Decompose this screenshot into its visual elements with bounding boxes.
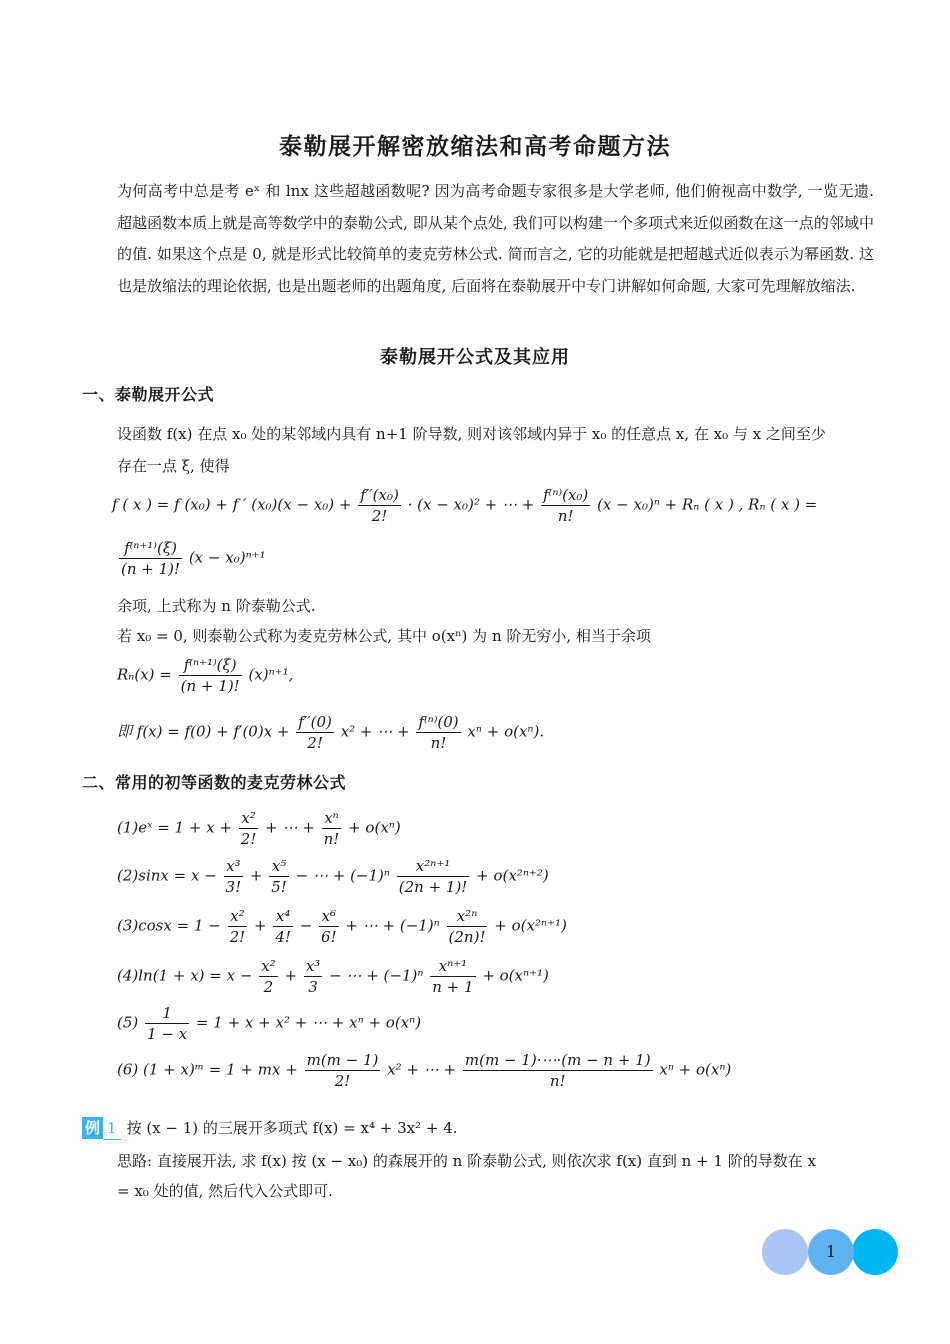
example-idea-line-1: 思路: 直接展开法, 求 f(x) 按 (x − x₀) 的森展开的 n 阶泰勒公式, 则依次求 f(x) 直到 n + 1 阶的导数在 x bbox=[117, 1152, 816, 1170]
fraction-denominator: 2! bbox=[334, 1072, 351, 1090]
fraction-mac-fn bbox=[416, 712, 460, 753]
fraction bbox=[322, 808, 342, 849]
fraction bbox=[239, 808, 259, 849]
formula-text: (6) (1 + x)ᵐ = 1 + mx + bbox=[117, 1060, 298, 1079]
fraction-f2 bbox=[358, 485, 401, 526]
section-heading-taylor: 一、泰勒展开公式 bbox=[82, 385, 215, 404]
fraction-denominator: 6! bbox=[321, 928, 337, 946]
fraction bbox=[259, 956, 277, 997]
formula-text: − bbox=[299, 916, 313, 935]
fraction-numerator: x² bbox=[228, 906, 248, 927]
fraction bbox=[397, 856, 470, 897]
example-question: 按 (x − 1) 的三展开多项式 f(x) = x⁴ + 3x² + 4. bbox=[126, 1119, 458, 1137]
formula-text: + ⋯ + bbox=[265, 818, 315, 837]
formula-text: + bbox=[284, 966, 298, 985]
formula-text: (4)ln(1 + x) = x − bbox=[117, 966, 253, 985]
example-number: 1 bbox=[103, 1117, 121, 1140]
formula-text: − ⋯ + (−1)ⁿ bbox=[295, 866, 390, 885]
formula-text: (1)eˣ = 1 + x + bbox=[117, 818, 232, 837]
formula-text: − ⋯ + (−1)ⁿ bbox=[329, 966, 424, 985]
fraction-denominator: 2! bbox=[371, 507, 388, 525]
example-label: 例 bbox=[82, 1117, 103, 1139]
fraction-mac-f2 bbox=[296, 712, 334, 753]
remainder-formula bbox=[117, 538, 266, 579]
fraction-numerator: x² bbox=[261, 957, 276, 975]
formula-text: = 1 + x + x² + ⋯ + xⁿ + o(xⁿ) bbox=[195, 1013, 422, 1032]
fraction-numerator: m(m − 1)·⋯·(m − n + 1) bbox=[464, 1051, 651, 1069]
fraction-numerator: x⁴ bbox=[273, 906, 293, 927]
section-subtitle: 泰勒展开公式及其应用 bbox=[380, 347, 570, 368]
fraction-numerator: f⁽ⁿ⁾(0) bbox=[418, 713, 459, 731]
fraction-numerator: x⁵ bbox=[269, 856, 289, 877]
formula-text: + bbox=[249, 866, 263, 885]
taylor-formula-right: (x − x₀)ⁿ + Rₙ ( x ) , Rₙ ( x ) = bbox=[597, 495, 818, 514]
fraction bbox=[273, 906, 293, 947]
formula-exp bbox=[117, 808, 401, 849]
maclaurin-formula bbox=[117, 712, 544, 753]
formula-text: + o(xⁿ⁺¹) bbox=[482, 966, 549, 985]
fraction-rn bbox=[179, 655, 242, 696]
rn-formula bbox=[117, 655, 293, 696]
formula-text: (3)cosx = 1 − bbox=[117, 916, 221, 935]
fraction-numerator: f′′(0) bbox=[298, 713, 332, 731]
fraction-numerator: x²ⁿ bbox=[447, 906, 488, 927]
fraction-denominator: (n + 1)! bbox=[121, 560, 181, 578]
taylor-definition-line-2: 存在一点 ξ, 使得 bbox=[117, 457, 230, 475]
fraction bbox=[463, 1050, 653, 1091]
fraction-remainder bbox=[119, 538, 182, 579]
document-title: 泰勒展开解密放缩法和高考命题方法 bbox=[279, 133, 671, 160]
fraction-numerator: f⁽ⁿ⁾(x₀) bbox=[543, 486, 589, 504]
fraction-denominator: n! bbox=[323, 830, 340, 848]
taylor-formula bbox=[112, 485, 817, 526]
page-decor-circle-right bbox=[852, 1229, 898, 1275]
formula-geometric bbox=[117, 1003, 421, 1044]
fraction bbox=[228, 906, 248, 947]
intro-paragraph: 为何高考中总是考 eˣ 和 lnx 这些超越函数呢? 因为高考命题专家很多是大学老师, 他们俯视高中数学, 一览无遗. 超越函数本质上就是高等数学中的泰勒公式, 即从某个点处, 我们可以构建一个多项式来近似函数在这一点的邻域中的值. 如果这个点是 0, 就是形式比较简单的麦克劳林公式. 简而言之, 它的功能就是把超越式近似表示为幂函数. 这也是放缩法的理论依据, 也是出题老师的出题角度, 后面将在泰勒展开中专门讲解如何命题, 大家可先理解放缩法. bbox=[117, 182, 874, 295]
formula-binomial bbox=[117, 1050, 731, 1091]
formula-text: + ⋯ + (−1)ⁿ bbox=[345, 916, 440, 935]
page-number: 1 bbox=[825, 1242, 837, 1261]
fraction-denominator: 4! bbox=[275, 928, 291, 946]
fraction-denominator: 2! bbox=[240, 830, 257, 848]
fraction-denominator: 2! bbox=[229, 928, 246, 946]
maclaurin-mid: x² + ⋯ + bbox=[340, 722, 410, 741]
fraction-numerator: x²ⁿ⁺¹ bbox=[397, 856, 470, 877]
fraction-denominator: (2n + 1)! bbox=[398, 878, 468, 896]
section-heading-maclaurin: 二、常用的初等函数的麦克劳林公式 bbox=[82, 773, 347, 792]
formula-ln bbox=[117, 956, 549, 997]
taylor-formula-left: f ( x ) = f (x₀) + f ′ (x₀)(x − x₀) + bbox=[112, 495, 352, 514]
formula-text: + bbox=[253, 916, 267, 935]
fraction bbox=[319, 906, 339, 947]
fraction-numerator: f′′(x₀) bbox=[360, 486, 399, 504]
fraction-denominator: n! bbox=[557, 507, 574, 525]
fraction-numerator: x⁶ bbox=[319, 906, 339, 927]
page-decor-circle-left bbox=[762, 1229, 808, 1275]
fraction-numerator: x³ bbox=[305, 957, 321, 975]
formula-text: + o(x²ⁿ⁺¹) bbox=[494, 916, 567, 935]
fraction-fn bbox=[541, 485, 590, 526]
example-idea-line-2: = x₀ 处的值, 然后代入公式即可. bbox=[117, 1182, 333, 1200]
fraction-denominator: 5! bbox=[271, 878, 287, 896]
formula-text: (2)sinx = x − bbox=[117, 866, 217, 885]
taylor-formula-mid: · (x − x₀)² + ⋯ + bbox=[407, 495, 535, 514]
maclaurin-left: 即 f(x) = f(0) + f′(0)x + bbox=[117, 722, 290, 741]
rn-tail: (x)ⁿ⁺¹, bbox=[248, 665, 294, 684]
formula-sin bbox=[117, 856, 549, 897]
formula-text: (5) bbox=[117, 1013, 139, 1032]
fraction bbox=[447, 906, 488, 947]
fraction bbox=[269, 856, 289, 897]
example-badge bbox=[82, 1117, 458, 1139]
taylor-definition-line-1: 设函数 f(x) 在点 x₀ 处的某邻域内具有 n+1 阶导数, 则对该邻域内异于 x₀ 的任意点 x, 在 x₀ 与 x 之间至少 bbox=[117, 425, 826, 443]
fraction-numerator: x³ bbox=[224, 856, 244, 877]
formula-cos bbox=[117, 906, 567, 947]
note-taylor-order: 余项, 上式称为 n 阶泰勒公式. bbox=[117, 597, 316, 615]
fraction bbox=[145, 1003, 189, 1044]
fraction bbox=[305, 1050, 381, 1091]
note-maclaurin: 若 x₀ = 0, 则泰勒公式称为麦克劳林公式, 其中 o(xⁿ) 为 n 阶无穷小, 相当于余项 bbox=[117, 627, 651, 645]
fraction-denominator: 2! bbox=[307, 734, 323, 752]
fraction-denominator: 3! bbox=[225, 878, 242, 896]
fraction-numerator: 1 bbox=[145, 1003, 189, 1024]
fraction bbox=[430, 956, 475, 997]
fraction-numerator: xⁿ bbox=[322, 808, 342, 829]
fraction-numerator: f⁽ⁿ⁺¹⁾(ξ) bbox=[119, 538, 182, 559]
fraction-denominator: (2n)! bbox=[448, 928, 486, 946]
fraction-denominator: (n + 1)! bbox=[180, 677, 240, 695]
fraction-denominator: n! bbox=[430, 734, 447, 752]
fraction-numerator: xⁿ⁺¹ bbox=[430, 956, 475, 977]
rn-left: Rₙ(x) = bbox=[117, 665, 172, 684]
fraction-numerator: f⁽ⁿ⁺¹⁾(ξ) bbox=[179, 655, 242, 676]
fraction bbox=[304, 956, 322, 997]
fraction-denominator: 2 bbox=[263, 978, 274, 996]
remainder-tail: (x − x₀)ⁿ⁺¹ bbox=[188, 548, 266, 567]
fraction-denominator: n + 1 bbox=[432, 978, 474, 996]
fraction-denominator: n! bbox=[549, 1072, 566, 1090]
fraction-denominator: 3 bbox=[308, 978, 318, 996]
formula-text: + o(x²ⁿ⁺²) bbox=[476, 866, 549, 885]
fraction-numerator: m(m − 1) bbox=[306, 1051, 379, 1069]
formula-text: + o(xⁿ) bbox=[348, 818, 401, 837]
maclaurin-tail: xⁿ + o(xⁿ). bbox=[467, 722, 545, 741]
fraction-denominator: 1 − x bbox=[147, 1025, 188, 1043]
fraction-numerator: x² bbox=[239, 808, 259, 829]
formula-text: x² + ⋯ + bbox=[387, 1060, 457, 1079]
fraction bbox=[224, 856, 244, 897]
formula-text: xⁿ + o(xⁿ) bbox=[659, 1060, 732, 1079]
